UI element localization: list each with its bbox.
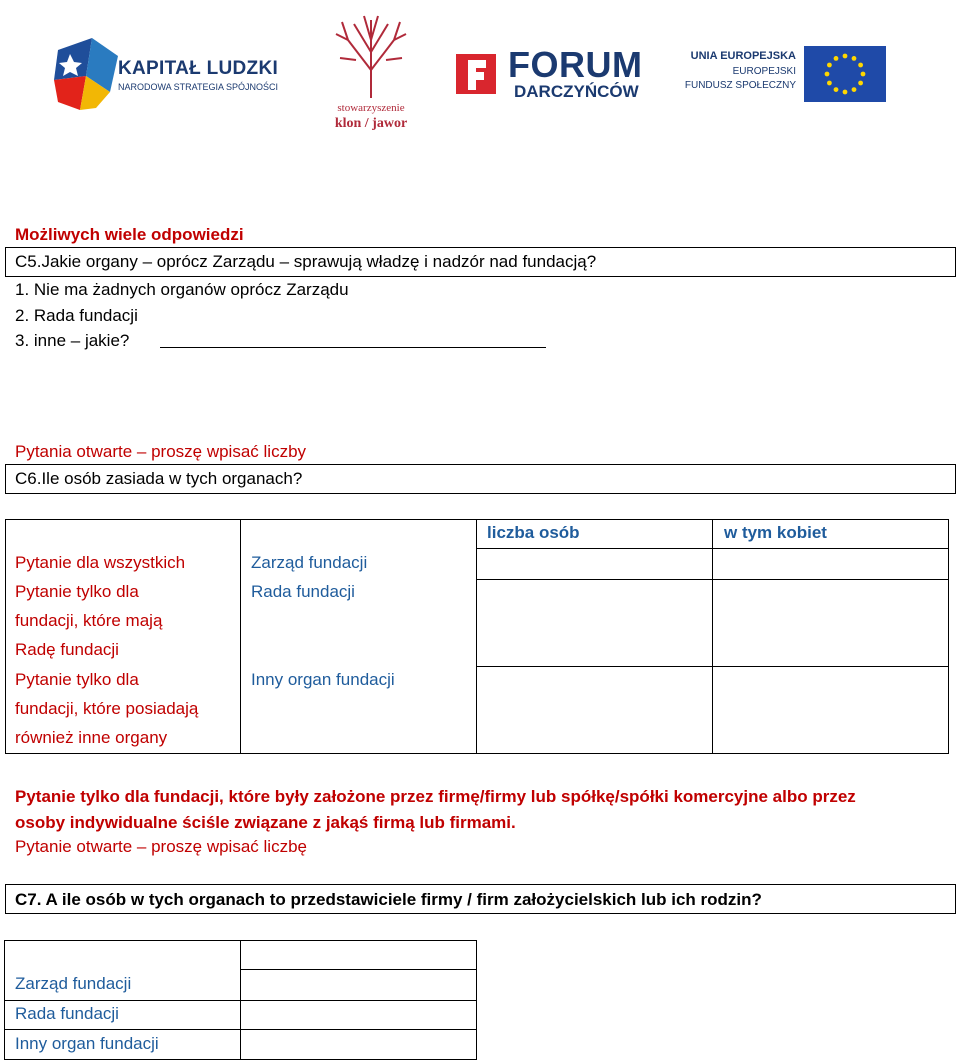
c6-question: C6.Ile osób zasiada w tych organach? [15, 469, 303, 488]
section3-note-3: Pytanie otwarte – proszę wpisać liczbę [15, 837, 307, 856]
c7-row-other: Inny organ fundacji [15, 1034, 159, 1053]
c5-question: C5.Jakie organy – oprócz Zarządu – sprawują władzę i nadzór nad fundacją? [15, 252, 597, 271]
eu-logo [676, 46, 888, 102]
kapital-ludzki-name: KAPITAŁ LUDZKI [118, 58, 279, 79]
section1-note: Możliwych wiele odpowiedzi [15, 225, 244, 244]
forum-emblem-icon [454, 50, 500, 100]
c6-women-board-cell[interactable] [713, 549, 949, 579]
forum-line1: FORUM [508, 44, 643, 85]
c6-organ-board: Zarząd fundacji [251, 553, 368, 572]
eu-flag-icon [804, 46, 886, 102]
c6-count-council-cell[interactable] [477, 580, 712, 666]
klon-jawor-logo [326, 10, 416, 138]
c6-header-women: w tym kobiet [724, 523, 827, 542]
c6-scope-line: fundacji, które posiadają [15, 699, 199, 718]
klon-line1: stowarzyszenie [337, 102, 405, 114]
c6-question-box [5, 464, 956, 494]
kapital-ludzki-subtitle: NARODOWA STRATEGIA SPÓJNOŚCI [118, 82, 279, 92]
c6-women-council-cell[interactable] [713, 580, 949, 666]
kapital-ludzki-logo [52, 36, 292, 112]
klon-line2: klon / jawor [334, 116, 408, 131]
c6-scope-line: Radę fundacji [15, 640, 119, 659]
c5-option-3[interactable]: 3. inne – jakie? [15, 331, 130, 350]
c7-row-board: Zarząd fundacji [15, 974, 132, 993]
eu-line2: EUROPEJSKI [732, 66, 796, 77]
c5-option-2[interactable]: 2. Rada fundacji [15, 306, 138, 325]
section3-note-1: Pytanie tylko dla fundacji, które były założone przez firmę/firmy lub spółkę/spółki komercyjne albo przez [15, 787, 856, 806]
c6-scope-line: Pytanie tylko dla [15, 670, 139, 689]
c7-question-box [5, 884, 956, 914]
c7-question: C7. A ile osób w tych organach to przedstawiciele firmy / firm założycielskich lub ich rodzin? [15, 890, 762, 909]
c5-option-1[interactable]: 1. Nie ma żadnych organów oprócz Zarządu [15, 280, 349, 299]
c7-answer-board-cell[interactable] [241, 970, 476, 1000]
forum-darczyncow-logo [454, 46, 644, 106]
c6-scope-line: również inne organy [15, 728, 168, 747]
c5-question-box [5, 247, 956, 277]
c6-count-other-cell[interactable] [477, 667, 712, 753]
c6-organ-council: Rada fundacji [251, 582, 355, 601]
forum-line2: DARCZYŃCÓW [514, 82, 639, 101]
c7-answer-council-cell[interactable] [241, 1001, 476, 1029]
c6-count-board-cell[interactable] [477, 549, 712, 579]
eu-line1: UNIA EUROPEJSKA [690, 50, 796, 62]
c6-scope-line: Pytanie tylko dla [15, 582, 139, 601]
c5-other-answer-line[interactable] [160, 347, 546, 348]
c6-women-other-cell[interactable] [713, 667, 949, 753]
c7-row-council: Rada fundacji [15, 1004, 119, 1023]
eu-line3: FUNDUSZ SPOŁECZNY [684, 80, 796, 91]
c6-scope-line: fundacji, które mają [15, 611, 163, 630]
c6-organ-other: Inny organ fundacji [251, 670, 395, 689]
kapital-ludzki-emblem-icon [52, 36, 124, 112]
c6-scope-line: Pytanie dla wszystkich [15, 553, 186, 572]
section3-note-2: osoby indywidualne ściśle związane z jakąś firmą lub firmami. [15, 813, 516, 832]
tree-icon [326, 10, 416, 100]
c7-answer-other-cell[interactable] [241, 1030, 476, 1059]
section2-note: Pytania otwarte – proszę wpisać liczby [15, 442, 307, 461]
c6-header-count: liczba osób [487, 523, 580, 542]
